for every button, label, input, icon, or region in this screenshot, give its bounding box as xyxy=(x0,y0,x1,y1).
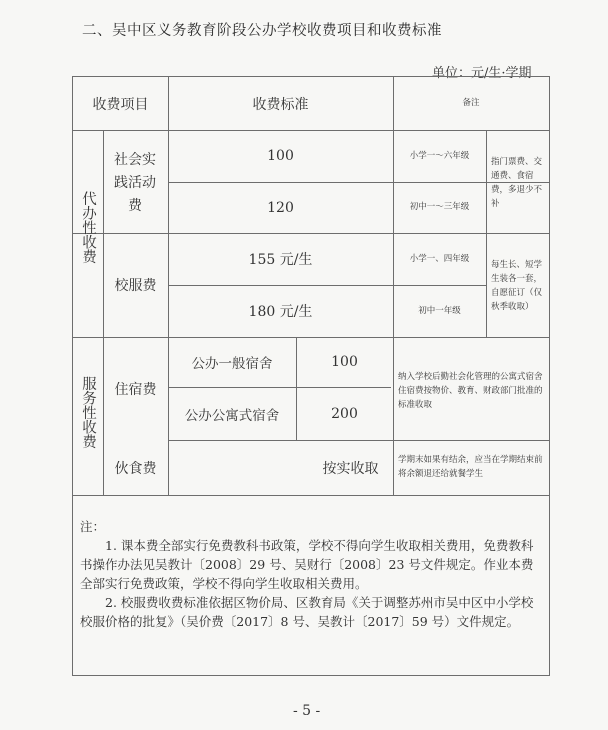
note-dormitory: 纳入学校后勤社会化管理的公寓式宿舍住宿费按物价、教育、财政部门批准的标准收取 xyxy=(398,372,543,410)
note-social-practice: 指门票费、交通费、食宿费，多退少不补 xyxy=(491,157,543,209)
grade-social-primary: 小学一～六年级 xyxy=(409,150,470,161)
header-standard: 收费标准 xyxy=(252,96,309,113)
amount-uniform-primary: 155 元/生 xyxy=(248,252,313,268)
amount-social-middle: 120 xyxy=(267,199,294,216)
note-uniform: 每生长、短学生装各一套，自愿征订（仅秋季收取） xyxy=(491,260,543,312)
category-daiban: 代办性收费 xyxy=(80,190,96,264)
grade-uniform-middle: 初中一年级 xyxy=(418,305,461,316)
column-divider xyxy=(486,130,487,337)
grade-uniform-primary: 小学一、四年级 xyxy=(409,253,470,264)
amount-social-primary: 100 xyxy=(267,148,294,164)
meal-standard: 按实收取 xyxy=(322,460,379,477)
amount-uniform-middle: 180 元/生 xyxy=(248,304,313,320)
dorm-general-label: 公办一般宿舍 xyxy=(191,356,273,372)
note-item-2: 2. 校服费收费标准依据区物价局、区教育局《关于调整苏州市吴中区中小学校校服价格的批复》（吴价费〔2017〕8 号、吴教计〔2017〕59 号）文件规定。 xyxy=(80,595,534,629)
item-uniform: 校服费 xyxy=(114,278,157,294)
notes-title: 注： xyxy=(80,519,106,534)
note-meals: 学期末如果有结余，应当在学期结束前将余额退还给就餐学生 xyxy=(398,455,543,479)
note-item-1: 1. 课本费全部实行免费教科书政策，学校不得向学生收取相关费用，免费教科书操作办法见吴教计〔2008〕29 号、吴财行〔2008〕23 号文件规定。作业本费全部实行免费政策，学校不得向学生收取相关费用。 xyxy=(80,538,534,591)
unit-label: 单位：元/生·学期 xyxy=(432,66,532,81)
grade-social-middle: 初中一～三年级 xyxy=(409,202,470,212)
dorm-apartment-amount: 200 xyxy=(331,405,358,422)
header-item: 收费项目 xyxy=(92,96,149,113)
item-meals: 伙食费 xyxy=(114,460,157,477)
category-fuwu: 服务性收费 xyxy=(80,375,96,449)
header-remark: 备注 xyxy=(462,98,480,108)
item-dormitory: 住宿费 xyxy=(114,381,157,398)
dorm-general-amount: 100 xyxy=(331,354,358,370)
page-number: - 5 - xyxy=(293,703,321,719)
dorm-apartment-label: 公办公寓式宿舍 xyxy=(184,407,280,424)
section-heading: 二、吴中区义务教育阶段公办学校收费项目和收费标准 xyxy=(82,23,442,39)
row-divider xyxy=(73,495,549,496)
notes-section xyxy=(80,517,542,631)
item-social-practice: 社会实践活动费 xyxy=(114,151,156,214)
